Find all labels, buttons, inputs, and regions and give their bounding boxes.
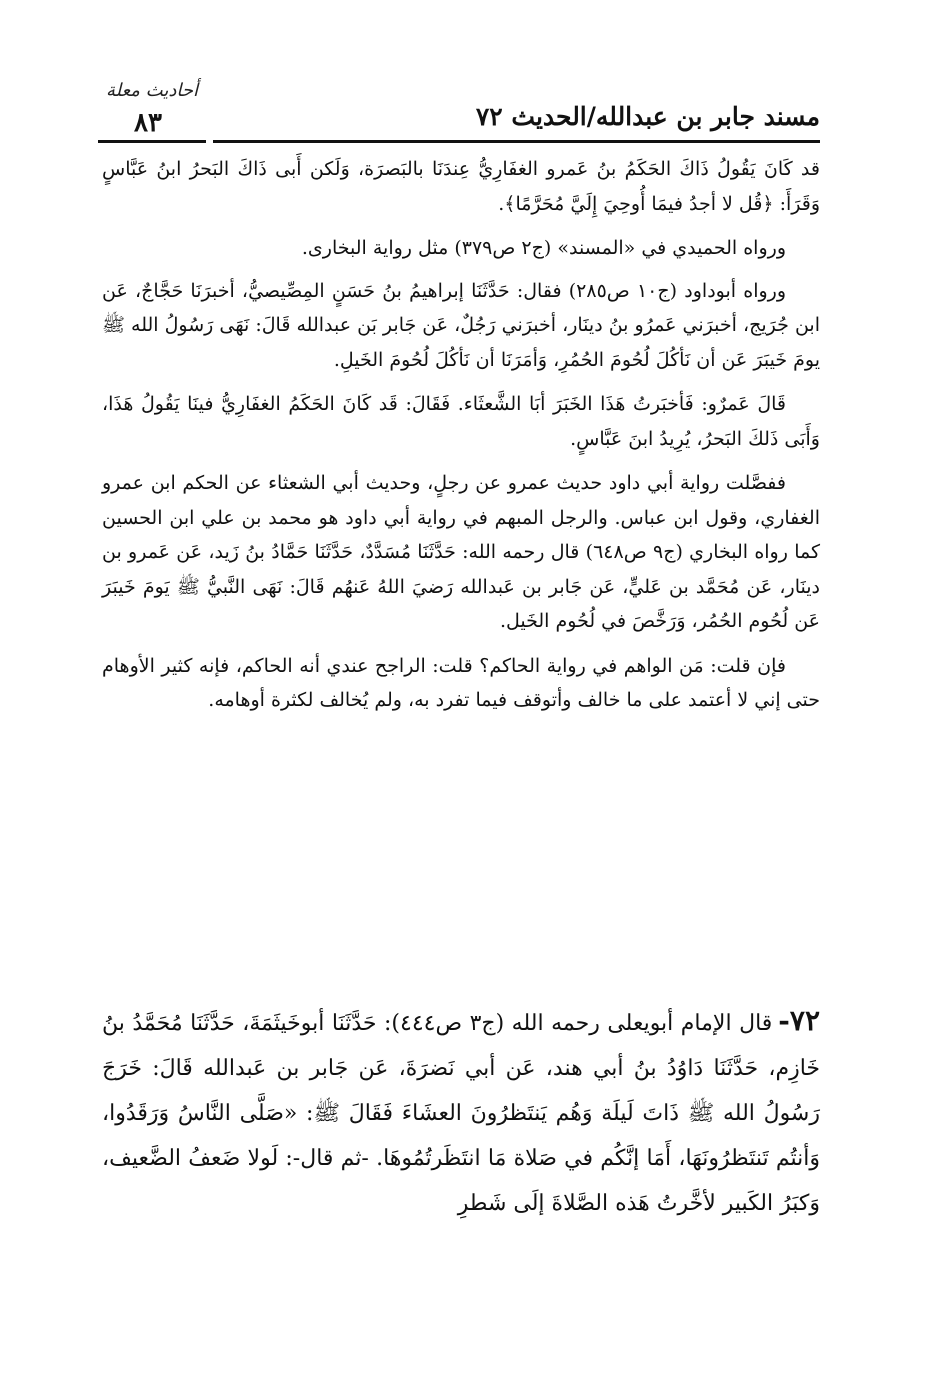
hadith-number: ٧٢- [778, 1004, 820, 1037]
hadith-text: قال الإمام أبويعلى رحمه الله (ج٣ ص٤٤٤): حَدَّثَنَا أبوخَيثَمَةَ، حَدَّثَنَا مُحَمَّدُ بنُ خَازِم، حَدَّثَنَا دَاوُدُ بنُ أبي هند، عَن أبي نَضرَةَ، عَن جَابر بن عَبدالله قَالَ: خَرَجَ رَسُولُ الله ﷺ ذَاتَ لَيلَة وَهُم يَنتَظرُونَ العشَاءَ فَقَالَ ﷺ: «صَلَّى النَّاسُ وَرَقَدُوا، وَأنتُم تَنتَظرُونَهَا، أَمَا إنَّكُم في صَلاة مَا انتَظَرتُمُوهَا. -ثم قال-: لَولا ضَعفُ الضَّعيف، وَكبَرُ الكَبير لأخَّرتُ هَذه الصَّلاةَ إلَى شَطرِ [102, 1011, 820, 1216]
page-number: ٨٣ [134, 108, 162, 138]
paragraph: قد كَانَ يَقُولُ ذَاكَ الحَكَمُ بنُ عَمرو الغفَارِيُّ عِندَنَا بالبَصرَة، وَلَكن أَبى ذَاكَ البَحرُ ابنُ عَبَّاسٍ وَقَرَأَ: ﴿قُل لا أجدُ فيمَا أُوحِيَ إِلَيَّ مُحَرَّمًا﴾. [102, 158, 820, 215]
paragraph: ورواه أبوداود (ج١٠ ص٢٨٥) فقال: حَدَّثَنَا إبراهيمُ بنُ حَسَنٍ المِصِّيصيُّ، أخبرَنَا حَجَّاجٌ، عَن ابن جُرَيج، أخبرَني عَمرُو بنُ دينَار، أخبرَني رَجُلٌ، عَن جَابر بَن عبدالله قَالَ: نَهَى رَسُولُ الله ﷺ يومَ خَيبَرَ عَن أن نَأكُلَ لُحُومَ الحُمُرِ، وَأمَرَنَا أن نَأكُلَ لُحُومَ الخَيلِ. [102, 279, 820, 371]
page-header [98, 70, 820, 150]
header-rule-short [98, 140, 206, 143]
hadith-72 [102, 998, 820, 1226]
paragraph: ففصَّلت رواية أبي داود حديث عمرو عن رجلٍ، وحديث أبي الشعثاء عن الحكم ابن عمرو الغفاري، وقول ابن عباس. والرجل المبهم في رواية أبي داود هو محمد بن علي ابن الحسين كما رواه البخاري (ج٩ ص٦٤٨) قال رحمه الله: حَدَّثَنَا مُسَدَّدٌ، حَدَّثَنَا حَمَّادُ بنُ زَيد، عَن عَمرو بن دينَار، عَن مُحَمَّد بن عَليٍّ، عَن جَابر بن عَبدالله رَضيَ اللهُ عَنهُم قَالَ: نَهَى النَّبيُّ ﷺ يَومَ خَيبَرَ عَن لُحُوم الحُمُر، وَرَخَّصَ في لُحُوم الخَيل. [102, 472, 821, 632]
paragraph: قَالَ عَمرٌو: فَأخبَرتُ هَذَا الخَبَرَ أبَا الشَّعثَاء. فَقَالَ: قَد كَانَ الحَكَمُ الغفَارِيُّ فينَا يَقُولُ هَذَا، وَأَبَى ذَلكَ البَحرُ، يُرِيدُ ابنَ عَبَّاسٍ. [102, 393, 820, 450]
running-title: مسند جابر بن عبدالله/الحديث ٧٢ [475, 102, 820, 131]
handwritten-margin-note: أحاديث معلة [106, 80, 198, 101]
paragraph: فإن قلت: مَن الواهم في رواية الحاكم؟ قلت: الراجح عندي أنه الحاكم، فإنه كثير الأوهام حتى إني لا أعتمد على ما خالف وأتوقف فيما تفرد به، ولم يُخالف لكثرة أوهامه. [102, 654, 820, 711]
body-text [102, 152, 820, 728]
header-rule [213, 140, 820, 143]
paragraph: ورواه الحميدي في «المسند» (ج٢ ص٣٧٩) مثل رواية البخارى. [301, 237, 786, 259]
